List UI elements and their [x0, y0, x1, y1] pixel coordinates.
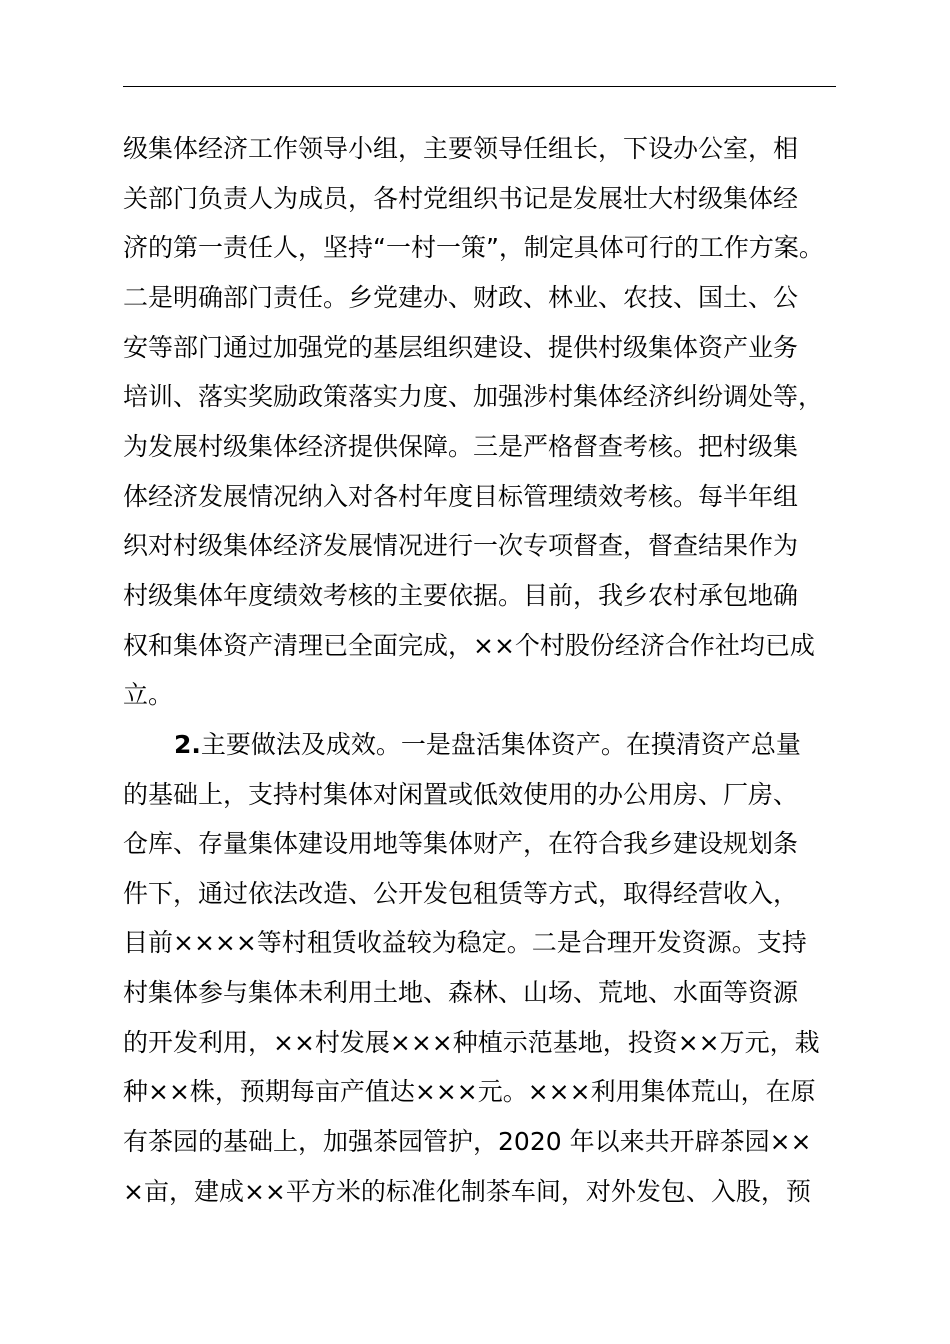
text-line: 村集体参与集体未利用土地、森林、山场、荒地、水面等资源 [123, 978, 799, 1007]
text-line: 的开发利用，××村发展×××种植示范基地，投资××万元，栽 [123, 1028, 820, 1057]
text-line: 关部门负责人为成员，各村党组织书记是发展壮大村级集体经 [123, 184, 799, 213]
text-line: 种××株，预期每亩产值达×××元。×××利用集体荒山，在原 [123, 1077, 816, 1106]
text-line: 安等部门通过加强党的基层组织建设、提供村级集体资产业务 [123, 333, 799, 362]
text-line: 培训、落实奖励政策落实力度、加强涉村集体经济纠纷调处等， [123, 382, 824, 411]
text-line: 目前××××等村租赁收益较为稳定。二是合理开发资源。支持 [123, 928, 807, 957]
text-line: 济的第一责任人，坚持“一村一策”，制定具体可行的工作方案。 [123, 233, 824, 262]
text-line: 件下，通过依法改造、公开发包租赁等方式，取得经营收入， [123, 879, 799, 908]
text-line: 为发展村级集体经济提供保障。三是严格督查考核。把村级集 [123, 432, 799, 461]
text-line: 织对村级集体经济发展情况进行一次专项督查，督查结果作为 [123, 531, 799, 560]
header-rule [123, 86, 836, 87]
text-line: 有茶园的基础上，加强茶园管护，2020 年以来共开辟茶园×× [123, 1127, 812, 1156]
section-number: 2. [174, 730, 201, 759]
text-line: 立。 [123, 680, 174, 709]
text-line: 二是明确部门责任。乡党建办、财政、林业、农技、国土、公 [123, 283, 799, 312]
text-line: ×亩，建成××平方米的标准化制茶车间，对外发包、入股，预 [123, 1177, 811, 1206]
text-line: 级集体经济工作领导小组，主要领导任组长，下设办公室，相 [123, 134, 799, 163]
text-line: 的基础上，支持村集体对闲置或低效使用的办公用房、厂房、 [123, 780, 799, 809]
section-2-first-line: 主要做法及成效。一是盘活集体资产。在摸清资产总量 [200, 730, 801, 759]
text-line: 体经济发展情况纳入对各村年度目标管理绩效考核。每半年组 [123, 482, 799, 511]
section-2-heading-line [174, 728, 801, 762]
text-line: 村级集体年度绩效考核的主要依据。目前，我乡农村承包地确 [123, 581, 799, 610]
text-line: 仓库、存量集体建设用地等集体财产，在符合我乡建设规划条 [123, 829, 799, 858]
text-line: 权和集体资产清理已全面完成，××个村股份经济合作社均已成 [123, 631, 815, 660]
